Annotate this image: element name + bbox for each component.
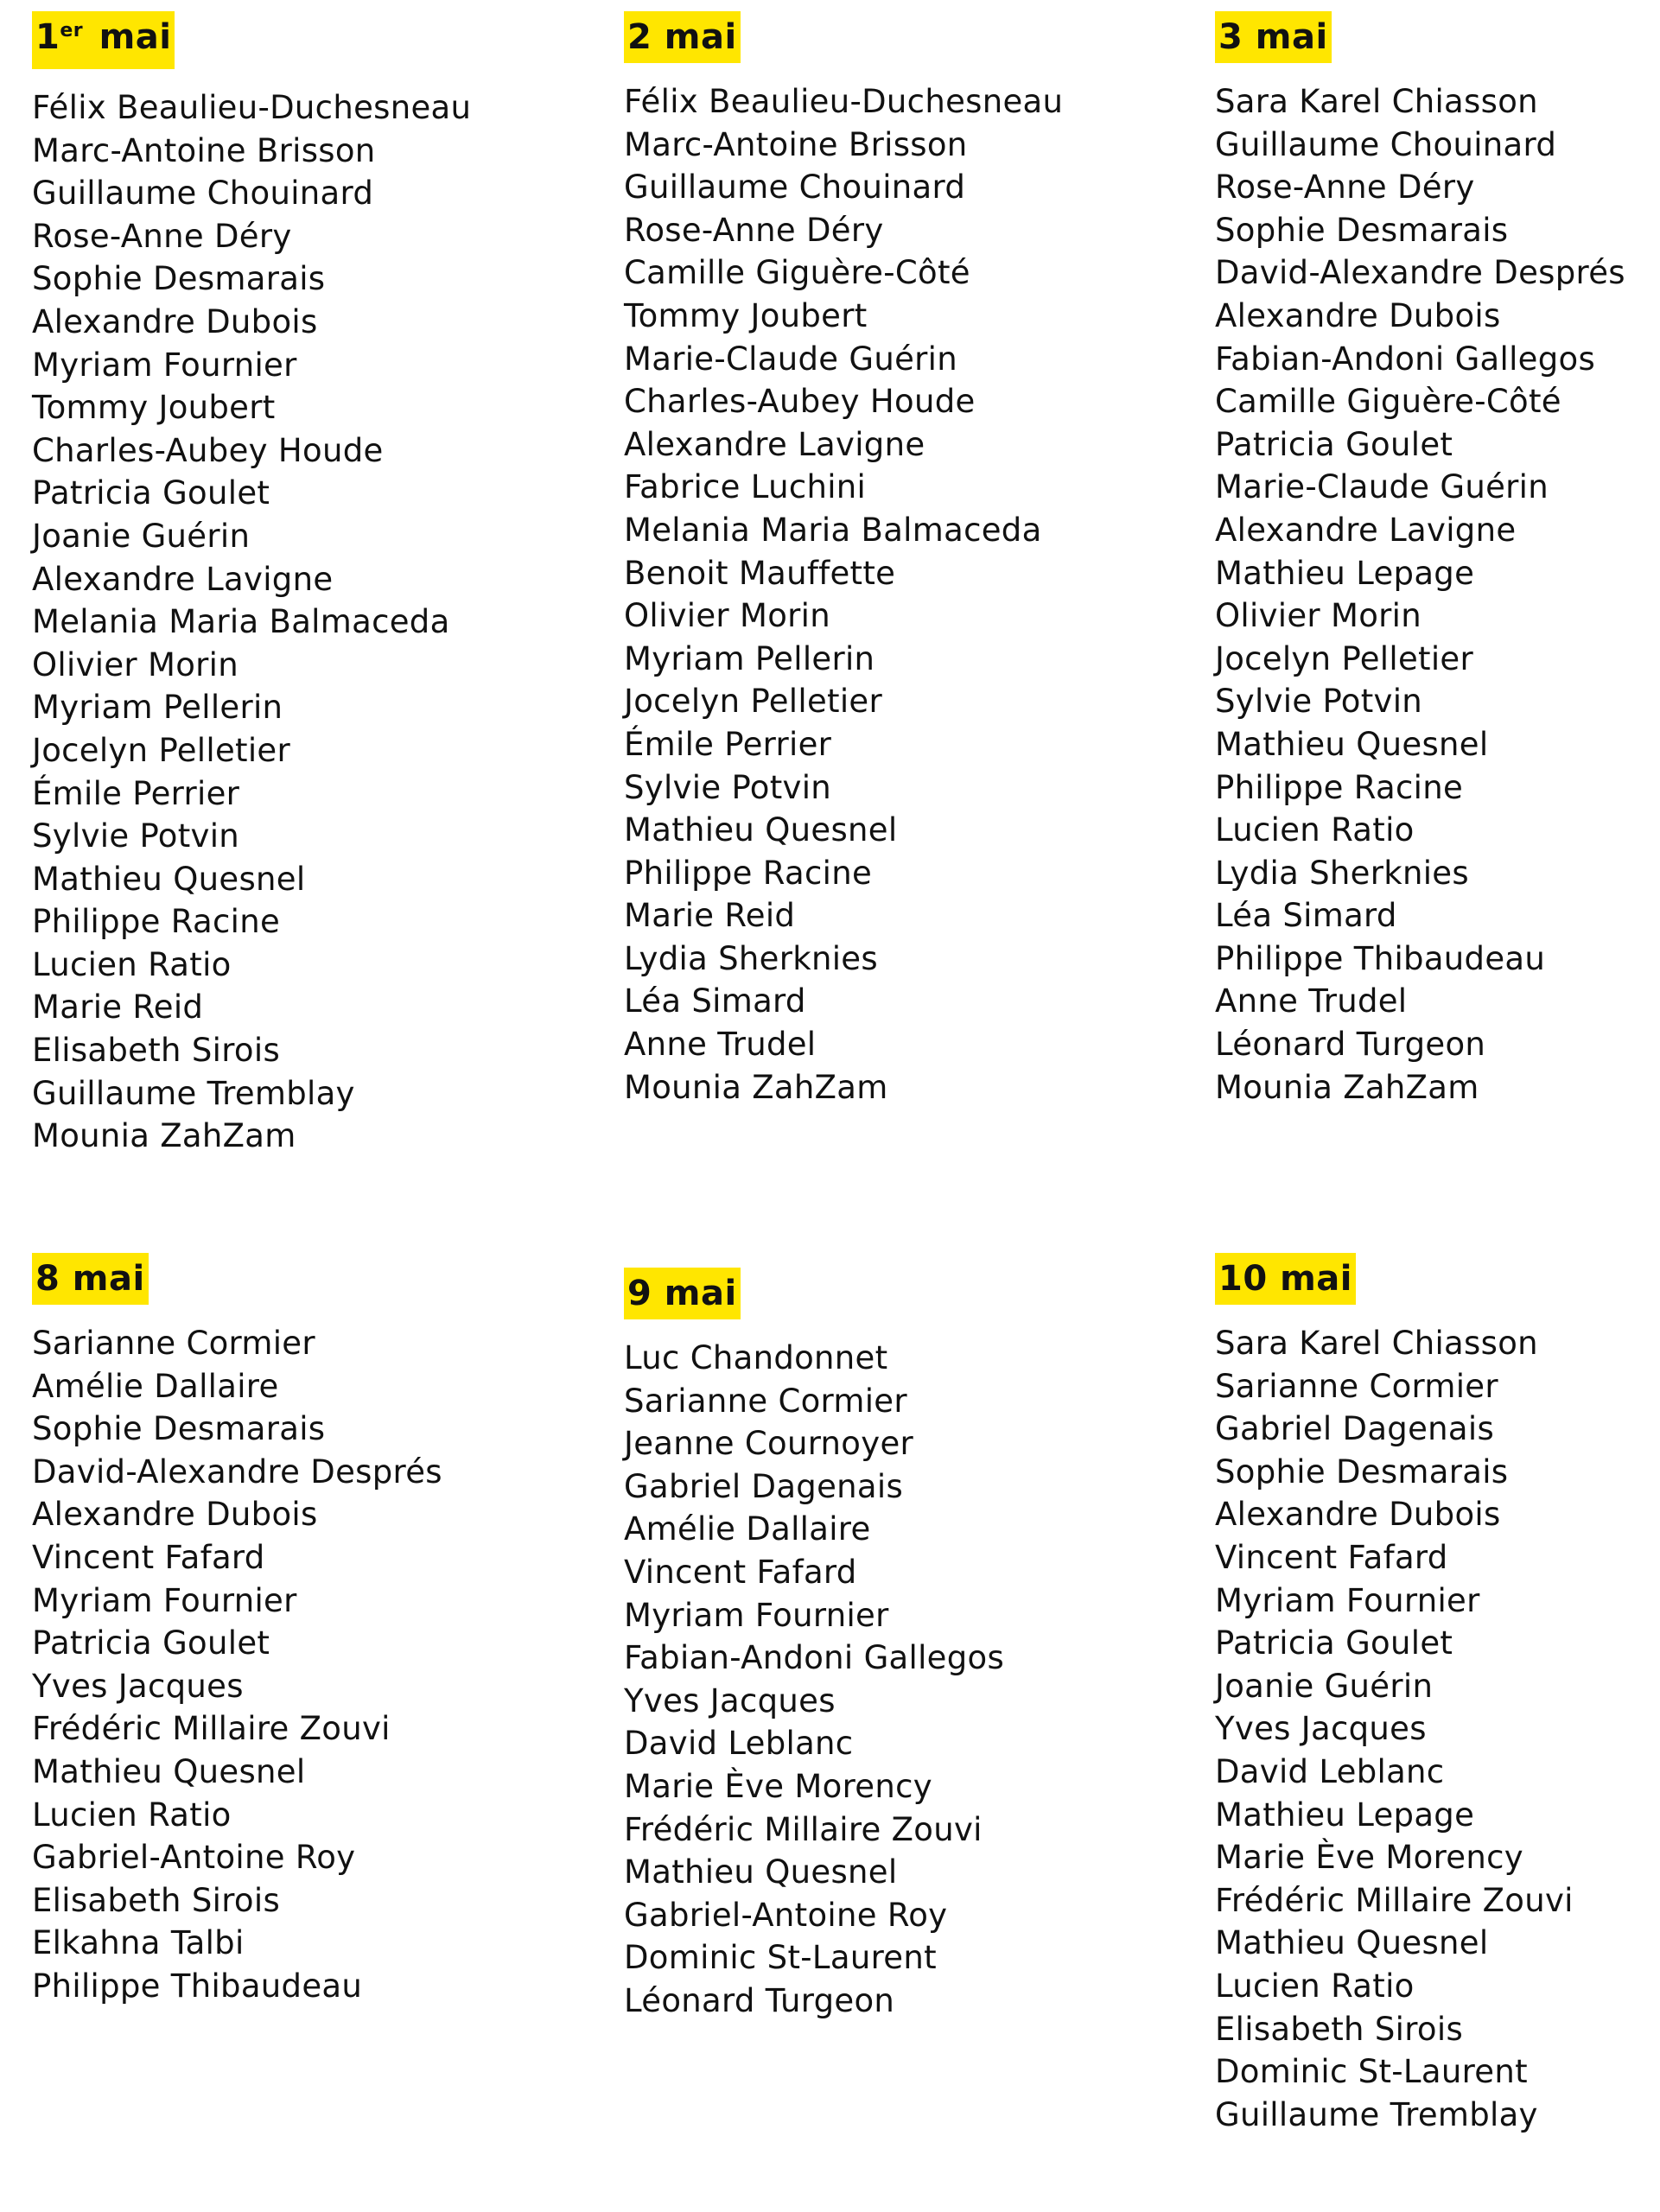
list-item: Marie Ève Morency [1215, 1839, 1523, 1877]
list-item: Myriam Fournier [624, 1596, 889, 1634]
list-item: Yves Jacques [1215, 1710, 1427, 1748]
day-1-mai [32, 11, 471, 1158]
list-item: Mounia ZahZam [32, 1117, 296, 1155]
list-item: Dominic St-Laurent [1215, 2053, 1528, 2091]
name-list [624, 1337, 1004, 2023]
list-item: Melania Maria Balmaceda [624, 511, 1042, 549]
list-item: Anne Trudel [1215, 982, 1408, 1020]
day-8-mai [32, 1253, 442, 2008]
day-heading: 3 mai [1215, 11, 1332, 63]
list-item: Guillaume Chouinard [32, 175, 374, 213]
list-item: Jocelyn Pelletier [624, 683, 882, 721]
list-item: Guillaume Tremblay [32, 1074, 355, 1112]
list-item: Mathieu Quesnel [624, 1853, 898, 1891]
list-item: Elisabeth Sirois [32, 1881, 281, 1919]
list-item: Marc-Antoine Brisson [32, 131, 376, 169]
list-item: Mathieu Quesnel [1215, 1924, 1489, 1962]
list-item: Patricia Goulet [1215, 425, 1453, 463]
list-item: David Leblanc [1215, 1752, 1445, 1790]
list-item: Guillaume Chouinard [1215, 125, 1557, 163]
list-item: Myriam Fournier [1215, 1581, 1480, 1619]
day-heading: 2 mai [624, 11, 741, 63]
list-item: Gabriel-Antoine Roy [32, 1839, 356, 1877]
list-item: Vincent Fafard [32, 1538, 265, 1576]
list-item: Sylvie Potvin [624, 768, 832, 806]
list-item: Marc-Antoine Brisson [624, 125, 968, 163]
name-list [624, 80, 1063, 1109]
name-list [1215, 1322, 1574, 2136]
list-item: Marie-Claude Guérin [624, 340, 957, 378]
list-item: Rose-Anne Déry [32, 217, 292, 255]
day-heading: 10 mai [1215, 1253, 1356, 1305]
list-item: Léonard Turgeon [624, 1981, 895, 2019]
list-item: Philippe Racine [624, 854, 873, 892]
list-item: Alexandre Lavigne [624, 425, 925, 463]
list-item: Sophie Desmarais [32, 1410, 326, 1448]
list-item: Joanie Guérin [1215, 1667, 1434, 1705]
list-item: Gabriel-Antoine Roy [624, 1896, 948, 1934]
list-item: Olivier Morin [1215, 597, 1421, 635]
list-item: Frédéric Millaire Zouvi [1215, 1881, 1574, 1919]
list-item: Elisabeth Sirois [1215, 2010, 1464, 2048]
list-item: Fabian-Andoni Gallegos [624, 1639, 1005, 1677]
list-item: Sara Karel Chiasson [1215, 83, 1538, 120]
list-item: Dominic St-Laurent [624, 1939, 937, 1977]
list-item: Camille Giguère-Côté [1215, 383, 1561, 421]
list-item: Frédéric Millaire Zouvi [32, 1710, 391, 1748]
list-item: David-Alexandre Després [1215, 254, 1625, 292]
list-item: Alexandre Lavigne [1215, 511, 1517, 549]
list-item: Benoit Mauffette [624, 554, 896, 592]
list-item: Fabrice Luchini [624, 468, 867, 506]
list-item: Guillaume Tremblay [1215, 2095, 1538, 2133]
list-item: Frédéric Millaire Zouvi [624, 1810, 983, 1848]
day-3-mai [1215, 11, 1625, 1109]
list-item: Yves Jacques [624, 1681, 836, 1719]
list-item: Sara Karel Chiasson [1215, 1325, 1538, 1362]
name-list [1215, 80, 1625, 1109]
list-item: Léonard Turgeon [1215, 1026, 1486, 1064]
list-item: Émile Perrier [32, 774, 240, 812]
list-item: Olivier Morin [32, 645, 239, 683]
list-item: Sarianne Cormier [1215, 1367, 1498, 1405]
list-item: Lydia Sherknies [1215, 854, 1469, 892]
list-item: Alexandre Lavigne [32, 560, 334, 598]
day-10-mai [1215, 1253, 1574, 2136]
list-item: Patricia Goulet [1215, 1624, 1453, 1662]
list-item: Luc Chandonnet [624, 1339, 888, 1376]
list-item: Philippe Racine [32, 903, 281, 941]
name-list [32, 1322, 442, 2008]
list-item: Philippe Thibaudeau [1215, 939, 1546, 977]
list-item: Sylvie Potvin [32, 817, 240, 855]
list-item: Amélie Dallaire [624, 1510, 871, 1548]
day-2-mai [624, 11, 1063, 1109]
list-item: Sophie Desmarais [32, 260, 326, 298]
list-item: Sarianne Cormier [32, 1325, 315, 1362]
list-item: Philippe Thibaudeau [32, 1967, 363, 2005]
day-heading: 8 mai [32, 1253, 149, 1305]
day-heading: 9 mai [624, 1268, 741, 1319]
list-item: Myriam Pellerin [32, 689, 283, 727]
list-item: David-Alexandre Després [32, 1452, 442, 1491]
list-item: Mathieu Lepage [1215, 1796, 1475, 1834]
list-item: Myriam Fournier [32, 346, 297, 384]
day-9-mai [624, 1268, 1004, 2023]
list-item: Mounia ZahZam [1215, 1068, 1479, 1106]
list-item: Camille Giguère-Côté [624, 254, 970, 292]
list-item: Rose-Anne Déry [1215, 168, 1475, 207]
list-item: Sophie Desmarais [1215, 1452, 1509, 1491]
list-item: Amélie Dallaire [32, 1367, 279, 1405]
list-item: Jocelyn Pelletier [32, 731, 290, 769]
list-item: Marie Ève Morency [624, 1767, 932, 1805]
list-item: Alexandre Dubois [32, 302, 318, 340]
name-list [32, 86, 471, 1158]
list-item: Vincent Fafard [624, 1553, 857, 1591]
list-item: Lucien Ratio [32, 945, 232, 983]
list-item: Lucien Ratio [1215, 811, 1415, 849]
list-item: Patricia Goulet [32, 474, 270, 512]
list-item: Émile Perrier [624, 725, 832, 763]
list-item: Mathieu Quesnel [1215, 725, 1489, 763]
list-item: Melania Maria Balmaceda [32, 603, 450, 641]
list-item: Myriam Pellerin [624, 639, 875, 677]
list-item: Mounia ZahZam [624, 1068, 888, 1106]
list-item: Vincent Fafard [1215, 1538, 1448, 1576]
list-item: Félix Beaulieu-Duchesneau [624, 83, 1064, 120]
list-item: Philippe Racine [1215, 768, 1464, 806]
list-item: Marie Reid [624, 897, 796, 935]
list-item: Tommy Joubert [624, 296, 868, 334]
list-item: Mathieu Quesnel [32, 1752, 306, 1790]
list-item: Elisabeth Sirois [32, 1032, 281, 1070]
list-item: Mathieu Quesnel [624, 811, 898, 849]
list-item: Charles-Aubey Houde [624, 383, 976, 421]
list-item: Alexandre Dubois [1215, 1496, 1501, 1534]
list-item: Anne Trudel [624, 1026, 817, 1064]
list-item: David Leblanc [624, 1725, 854, 1763]
list-item: Sophie Desmarais [1215, 211, 1509, 249]
list-item: Marie Reid [32, 988, 204, 1027]
list-item: Fabian-Andoni Gallegos [1215, 340, 1596, 378]
list-item: Léa Simard [1215, 897, 1397, 935]
list-item: Joanie Guérin [32, 517, 251, 555]
list-item: Charles-Aubey Houde [32, 431, 384, 469]
list-item: Marie-Claude Guérin [1215, 468, 1549, 506]
list-item: Léa Simard [624, 982, 806, 1020]
list-item: Yves Jacques [32, 1667, 244, 1705]
list-item: Jocelyn Pelletier [1215, 639, 1473, 677]
list-item: Jeanne Cournoyer [624, 1425, 914, 1463]
list-item: Gabriel Dagenais [624, 1467, 904, 1505]
list-item: Félix Beaulieu-Duchesneau [32, 89, 472, 126]
list-item: Alexandre Dubois [32, 1496, 318, 1534]
day-heading: 1er mai [32, 11, 175, 69]
list-item: Tommy Joubert [32, 389, 276, 427]
list-item: Rose-Anne Déry [624, 211, 884, 249]
list-item: Sarianne Cormier [624, 1382, 907, 1420]
list-item: Guillaume Chouinard [624, 168, 966, 207]
list-item: Olivier Morin [624, 597, 830, 635]
list-item: Sylvie Potvin [1215, 683, 1423, 721]
list-item: Mathieu Quesnel [32, 860, 306, 898]
list-item: Myriam Fournier [32, 1581, 297, 1619]
list-item: Mathieu Lepage [1215, 554, 1475, 592]
list-item: Lucien Ratio [1215, 1967, 1415, 2005]
list-item: Gabriel Dagenais [1215, 1410, 1495, 1448]
list-item: Elkahna Talbi [32, 1924, 245, 1962]
list-item: Lucien Ratio [32, 1796, 232, 1834]
list-item: Lydia Sherknies [624, 939, 878, 977]
list-item: Alexandre Dubois [1215, 296, 1501, 334]
list-item: Patricia Goulet [32, 1624, 270, 1662]
